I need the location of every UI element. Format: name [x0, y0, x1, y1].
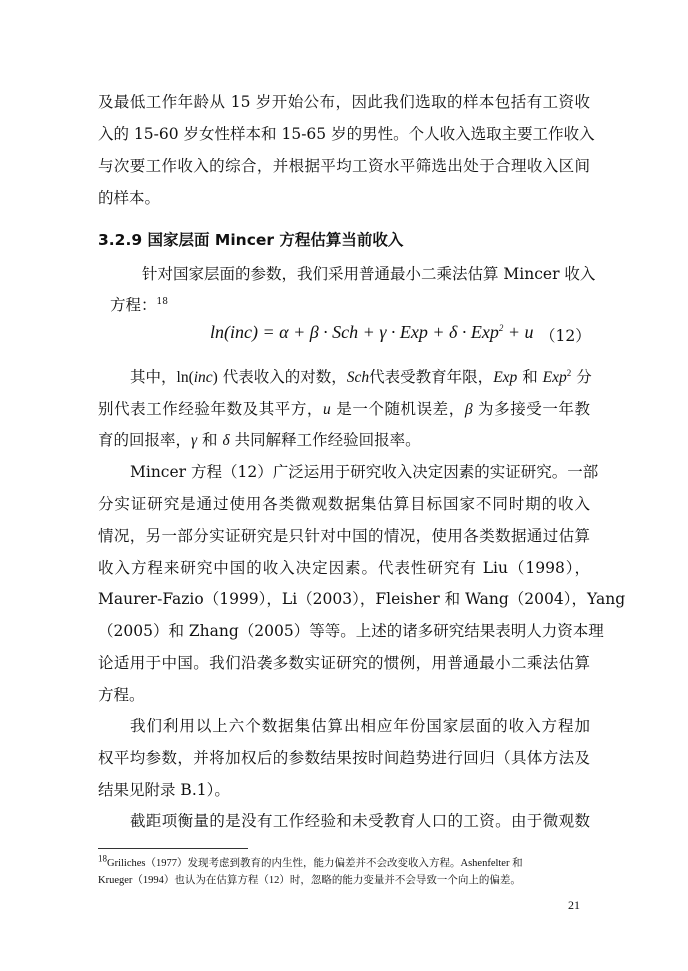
p3-text-d: 和 [517, 368, 543, 386]
paragraph-5-line-1: 我们利用以上六个数据集估算出相应年份国家层面的收入方程加 [130, 717, 590, 735]
p3-ln: ln( [176, 369, 194, 386]
p3-delta: δ [222, 432, 230, 449]
p3-text-e: 分 [571, 368, 592, 386]
paragraph-4-line-2: 分实证研究是通过使用各类微观数据集估算目标国家不同时期的收入 [98, 495, 590, 513]
p3-text-j: 和 [197, 431, 223, 449]
p3-square: 2 [566, 367, 572, 378]
p3-gamma: γ [191, 432, 198, 449]
paragraph-3-line-3 [98, 430, 590, 451]
equation-body: ln(inc) = α + β · Sch + γ · Exp + δ · Exp [210, 322, 499, 342]
paragraph-5-line-3: 结果见附录 B.1）。 [98, 781, 230, 799]
p3-text-g: 是一个随机误差， [330, 400, 465, 418]
p3-exp-squared: Exp [542, 369, 567, 386]
mincer-equation [210, 322, 534, 343]
paragraph-4-line-7: 论适用于中国。我们沿袭多数实证研究的惯例，用普通最小二乘法估算 [98, 654, 590, 672]
paragraph-2-line-1: 针对国家层面的参数，我们采用普通最小二乘法估算 Mincer 收入 [142, 265, 596, 283]
paragraph-4-line-1: Mincer 方程（12）广泛运用于研究收入决定因素的实证研究。一部 [130, 463, 599, 481]
equation-exponent: 2 [498, 323, 504, 333]
equation-tail: + u [503, 322, 534, 342]
footnote-line-1 [98, 853, 590, 871]
paragraph-1-line-1: 及最低工作年龄从 15 岁开始公布，因此我们选取的样本包括有工资收 [98, 93, 590, 111]
footnote-text-1: Griliches（1977）发现考虑到教育的内生性，能力偏差并不会改变收入方程。Ashenfelter 和 [107, 858, 523, 869]
paragraph-1-line-3: 与次要工作收入的综合，并根据平均工资水平筛选出处于合理收入区间 [98, 157, 590, 175]
p3-close: ) [212, 369, 218, 386]
paragraph-1-line-4: 的样本。 [98, 189, 161, 207]
paragraph-4-line-3: 情况，另一部分实证研究是只针对中国的情况，使用各类数据通过估算 [98, 527, 590, 545]
paragraph-2-text: 方程： [110, 296, 157, 314]
p3-text-h: 为多接受一年教 [472, 400, 590, 418]
equation-number: （12） [540, 327, 591, 345]
footnote-line-2: Krueger（1994）也认为在估算方程（12）时，忽略的能力变量并不会导致一个向上的偏差。 [98, 875, 521, 886]
page-number: 21 [568, 898, 580, 912]
p3-text-i: 育的回报率， [98, 431, 192, 449]
p3-text-c: 代表受教育年限， [369, 368, 494, 386]
p3-text-b: 代表收入的对数， [217, 368, 347, 386]
paragraph-4-line-5: Maurer-Fazio（1999），Li（2003），Fleisher 和 Wang（2004），Yang [98, 590, 626, 608]
p3-text-k: 共同解释工作经验回报率。 [229, 431, 421, 449]
paragraph-2-line-2 [110, 295, 590, 315]
paragraph-1-line-2: 入的 15-60 岁女性样本和 15-65 岁的男性。个人收入选取主要工作收入 [98, 125, 595, 143]
paragraph-3-line-1 [130, 367, 590, 388]
p3-exp: Exp [493, 369, 518, 386]
footnote-divider [98, 848, 248, 849]
footnote-marker: 18 [98, 853, 107, 864]
paragraph-4-line-6: （2005）和 Zhang（2005）等等。上述的诸多研究结果表明人力资本理 [98, 622, 604, 640]
footnote-ref-18[interactable]: 18 [156, 296, 168, 307]
p3-inc: inc [193, 369, 213, 386]
paragraph-4-line-8: 方程。 [98, 686, 145, 704]
paragraph-4-line-4: 收入方程来研究中国的收入决定因素。代表性研究有 Liu（1998）， [98, 559, 590, 577]
paragraph-5-line-2: 权平均参数，并将加权后的参数结果按时间趋势进行回归（具体方法及 [98, 749, 590, 767]
p3-beta: β [464, 401, 473, 418]
p3-sch: Sch [346, 369, 370, 386]
p3-text-f: 别代表工作经验年数及其平方， [98, 400, 323, 418]
paragraph-6-line-1: 截距项衡量的是没有工作经验和未受教育人口的工资。由于微观数 [130, 812, 590, 830]
paragraph-3-line-2 [98, 399, 590, 420]
p3-text-a: 其中， [130, 368, 177, 386]
p3-u: u [323, 401, 331, 418]
section-heading: 3.2.9 国家层面 Mincer 方程估算当前收入 [98, 231, 404, 249]
